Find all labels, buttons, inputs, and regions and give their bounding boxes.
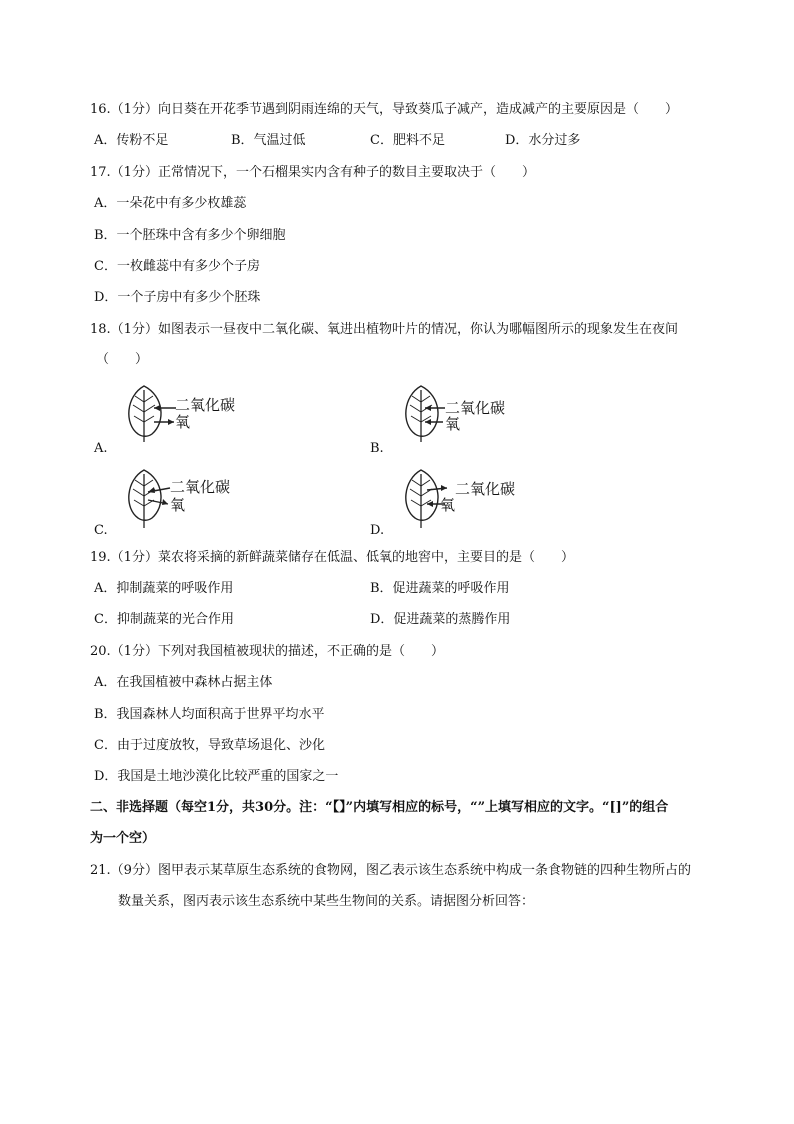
q18-answer-paren: （ ） [96, 352, 149, 367]
q17-option-d: D．一个子房中有多少个胚珠 [94, 290, 261, 305]
co2-label-b: 二氧化碳 [445, 399, 506, 417]
q16-option-d: D．水分过多 [505, 133, 581, 148]
co2-label-d: 二氧化碳 [455, 480, 516, 498]
q16-option-c: C．肥料不足 [370, 133, 445, 148]
section2-heading-line1: 二、非选择题（每空1分，共30分。注：“【】”内填写相应的标号，“”上填写相应的文字。“[]”的组合 [90, 800, 669, 815]
q20-option-c: C．由于过度放牧，导致草场退化、沙化 [94, 738, 325, 753]
q21-stem-line1: 21.（9分）图甲表示某草原生态系统的食物网，图乙表示该生态系统中构成一条食物链的四种生物所占的 [90, 863, 691, 878]
q19-stem: 19.（1分）菜农将采摘的新鲜蔬菜储存在低温、低氧的地窖中，主要目的是（ ） [90, 550, 574, 565]
q20-option-b: B．我国森林人均面积高于世界平均水平 [94, 707, 325, 722]
q16-stem: 16.（1分）向日葵在开花季节遇到阴雨连绵的天气，导致葵瓜子减产，造成减产的主要原因是（ ） [90, 102, 678, 117]
co2-label-c: 二氧化碳 [170, 478, 231, 496]
q17-option-a: A．一朵花中有多少枚雄蕊 [94, 196, 247, 211]
q20-stem: 20.（1分）下列对我国植被现状的描述，不正确的是（ ） [90, 644, 444, 659]
q19-option-a: A．抑制蔬菜的呼吸作用 [94, 581, 234, 596]
o2-label-a: 氧 [175, 413, 191, 431]
q19-option-d: D．促进蔬菜的蒸腾作用 [370, 612, 511, 627]
o2-label-c: 氧 [170, 496, 186, 514]
q21-stem-line2: 数量关系，图丙表示该生态系统中某些生物间的关系。请据图分析回答： [118, 894, 535, 909]
q17-option-b: B．一个胚珠中含有多少个卵细胞 [94, 228, 286, 243]
q17-stem: 17.（1分）正常情况下，一个石榴果实内含有种子的数目主要取决于（ ） [90, 165, 535, 180]
q18-stem: 18.（1分）如图表示一昼夜中二氧化碳、氧进出植物叶片的情况，你认为哪幅图所示的现象发生在夜间 [90, 322, 678, 337]
q18-option-d: D. [370, 523, 385, 538]
q18-option-c: C. [94, 523, 108, 538]
q20-option-d: D．我国是土地沙漠化比较严重的国家之一 [94, 769, 339, 784]
q16-option-b: B．气温过低 [231, 133, 306, 148]
q18-option-a: A. [94, 441, 108, 456]
leaf-figure-d [395, 466, 535, 530]
q18-option-b: B. [370, 441, 384, 456]
co2-label-a: 二氧化碳 [175, 396, 236, 414]
q17-option-c: C．一枚雌蕊中有多少个子房 [94, 259, 260, 274]
o2-label-b: 氧 [445, 415, 461, 433]
q19-option-b: B．促进蔬菜的呼吸作用 [370, 581, 510, 596]
q20-option-a: A．在我国植被中森林占据主体 [94, 675, 273, 690]
leaf-figure-c [118, 466, 258, 530]
o2-label-d: 氧 [440, 496, 456, 514]
q19-option-c: C．抑制蔬菜的光合作用 [94, 612, 234, 627]
q16-option-a: A．传粉不足 [94, 133, 169, 148]
section2-heading-line2: 为一个空） [90, 831, 156, 846]
